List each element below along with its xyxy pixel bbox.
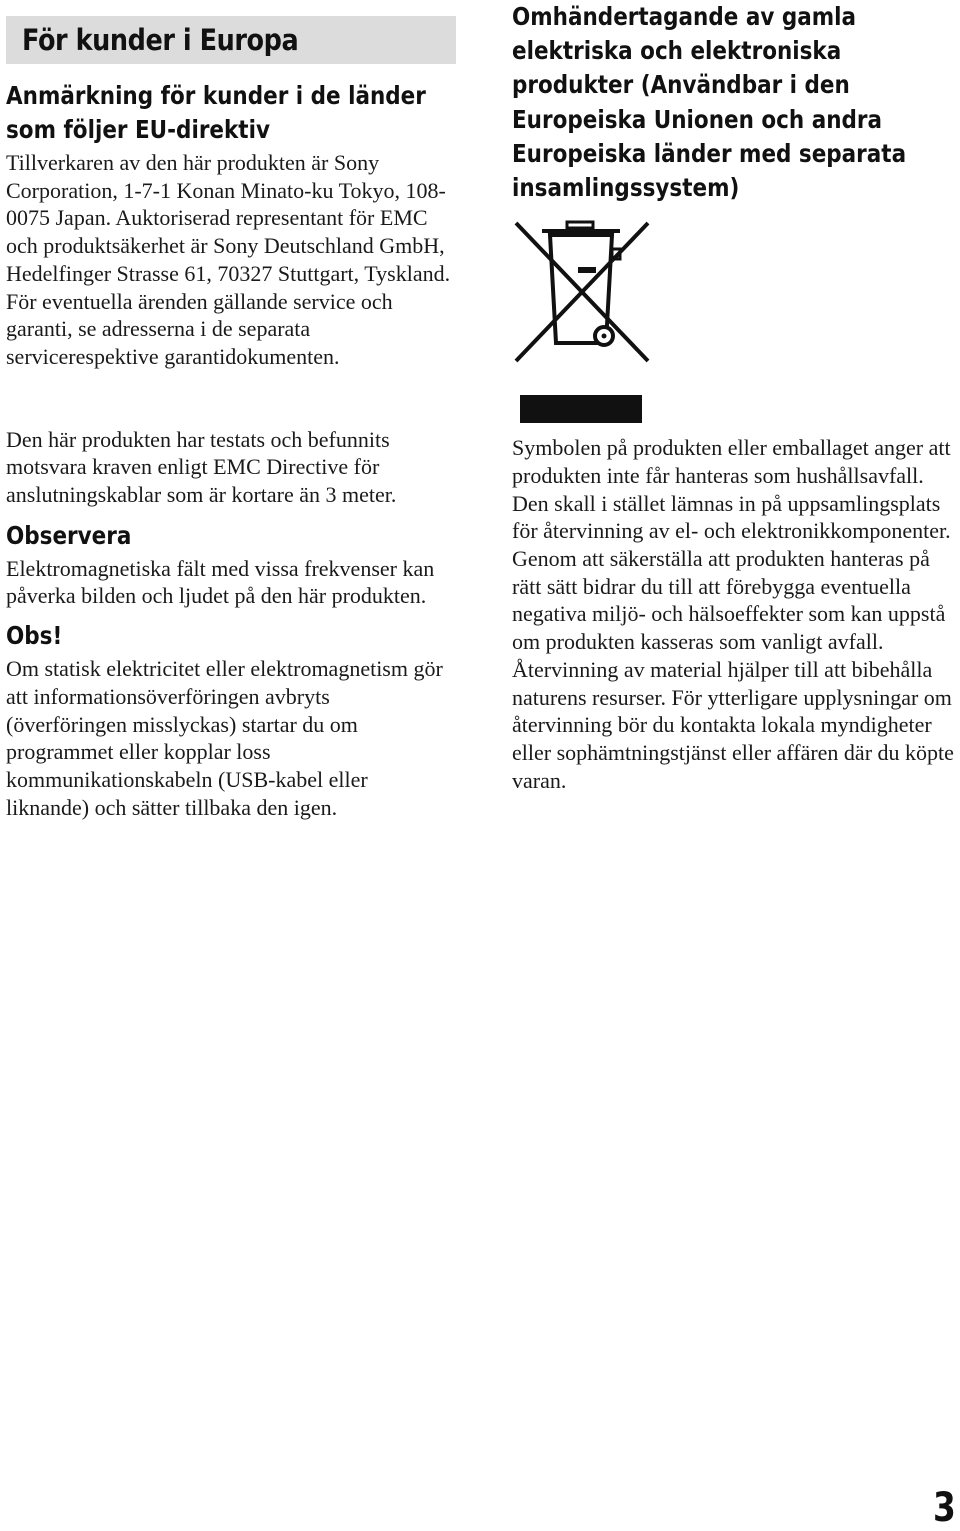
weee-underline-bar (520, 395, 642, 423)
crossed-out-wheeled-bin-icon (512, 219, 652, 365)
paragraph-emc-tested: Den här produkten har testats och befunnits motsvara kraven enligt EMC Directive för anslutningskablar som är kortare än 3 meter. (6, 426, 397, 508)
right-column (512, 0, 957, 794)
section-title: För kunder i Europa (22, 23, 299, 57)
heading-eu-directive: Anmärkning för kunder i de länder som följer EU-direktiv (6, 81, 426, 144)
paragraph-obs: Om statisk elektricitet eller elektromagnetism gör att informationsöverföringen avbryts (överföringen misslyckas) startar du om programmet eller kopplar loss kommunikationskabeln (USB-kabel eller liknande) och sätter tillbaka den igen. (6, 656, 443, 820)
left-column (6, 16, 456, 821)
paragraph-observera: Elektromagnetiska fält med vissa frekvenser kan påverka bilden och ljudet på den här produkten. (6, 555, 435, 609)
heading-disposal: Omhändertagande av gamla elektriska och elektroniska produkter (Användbar i den Europeiska Unionen och andra Europeiska länder med separata insamlingssystem) (512, 2, 907, 203)
paragraph-disposal-symbol: Symbolen på produkten eller emballaget anger att produkten inte får hanteras som hushållsavfall. Den skall i stället lämnas in på uppsamlingsplats för återvinning av el- och elektronikkomponenter. Genom att säkerställa att produkten hanteras på rätt sätt bidrar du till att förebygga eventuella negativa miljö- och hälsoeffekter som kan uppstå om produkten kasseras som vanligt avfall. Återvinning av material hjälper till att bibehålla naturens resurser. För ytterligare upplysningar om återvinning bör du kontakta lokala myndigheter eller sophämtningstjänst eller affären där du köpte varan. (512, 435, 954, 793)
page-number: 3 (933, 1485, 956, 1531)
heading-obs: Obs! (6, 621, 63, 651)
paragraph-manufacturer: Tillverkaren av den här produkten är Sony Corporation, 1-7-1 Konan Minato-ku Tokyo, 108-0075 Japan. Auktoriserad representant för EMC och produktsäkerhet är Sony Deutschland GmbH, Hedelfinger Strasse 61, 70327 Stuttgart, Tyskland. För eventuella ärenden gällande service och garanti, se adresserna i de separata servicerespektive garantidokumenten. (6, 150, 451, 369)
section-banner (6, 16, 456, 64)
heading-observera: Observera (6, 520, 132, 550)
